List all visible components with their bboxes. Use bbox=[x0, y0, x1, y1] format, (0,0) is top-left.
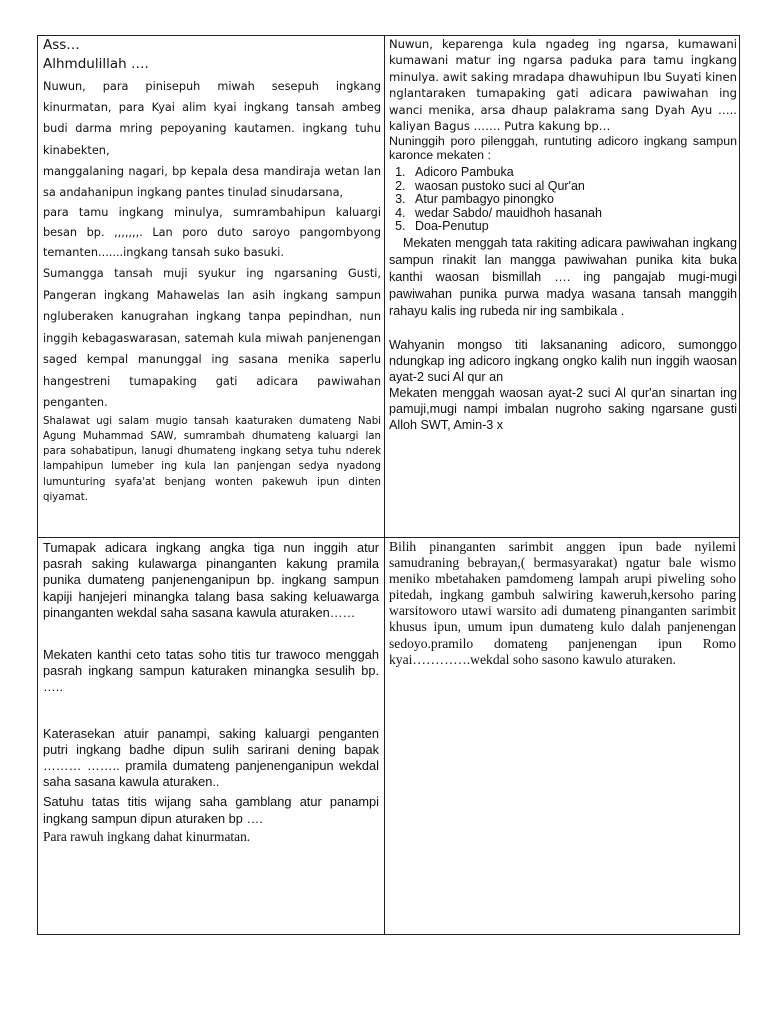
para-rawuh: Para rawuh ingkang dahat kinurmatan. bbox=[43, 828, 251, 844]
para-kepala-desa: manggalaning nagari, bp kepala desa mandiraja wetan lan sa andahanipun ingkang pantes tinulad sinudarsana, bbox=[43, 164, 381, 200]
para-tumapak: Tumapak adicara ingkang angka tiga nun inggih atur pasrah saking kulawarga pinanganten kakung pramila punika dumateng panjenenganipun bp. ingkang sampun kapiji hanjejeri minangka talang basa saking keluawarga pinanganten wekdal saha sasana kawula aturaken…… bbox=[43, 540, 379, 620]
para-tamu: para tamu ingkang minulya, sumrambahipun kaluargi besan bp. ,,,,,,,. Lan poro duto saroyo pangombyong temanten.......ingkang tansah suko basuki. bbox=[43, 206, 381, 260]
cell-program-rundown bbox=[389, 36, 737, 536]
para-intro: Nuwun, keparenga kula ngadeg ing ngarsa, kumawani kumawani matur ing ngarsa paduka para tamu ingkang minulya. awit saking mradapa dhawuhipun Ibu Suyati kinen nglantaraken tumapaking gati adicara pawiwahan ing wanci menika, arsa dhaup palakrama sang Dyah Ayu ….. kaliyan Bagus ……. Putra kakung bp… bbox=[389, 37, 737, 134]
column-divider bbox=[384, 36, 385, 934]
document-table bbox=[37, 35, 740, 935]
opening-salam: Ass… bbox=[43, 37, 80, 53]
list-item: 4. wedar Sabdo/ mauidhoh hasanah bbox=[409, 207, 737, 220]
para-mekaten: Mekaten menggah tata rakiting adicara pawiwahan ingkang sampun rinakit lan mangga pawiwahan punika kita buka kanthi waosan bismillah …. ing pangajab mugi-mugi pawiwahan punika purwa madya wasana tansah manggih rahayu kalis ing rubeda nir ing sambikala . bbox=[389, 236, 737, 319]
para-katerasekan: Katerasekan atuir panampi, saking kaluargi penganten putri ingkang badhe dipun sulih sarirani dening bapak ……… …….. pramila dumateng panjenenganipun wekdal saha sasana kawula aturaken.. bbox=[43, 725, 379, 790]
para-amin: Mekaten menggah waosan ayat-2 suci Al qur'an sinartan ing pamuji,mugi nampi imbalan nugroho saking ngarsane gusti Alloh SWT, Amin-3 x bbox=[389, 386, 737, 433]
cell-mauidhoh bbox=[389, 539, 736, 934]
para-syukur: Sumangga tansah muji syukur ing ngarsaning Gusti, Pangeran ingkang Mahawelas lan asih ingkang sampun ngluberaken kanugrahan ingkang tanpa pepindhan, nun inggih kebagaswarasan, satemah kula miwah panjenengan saged kempal manunggal ing sasana menika saperlu hangestreni tumapaking gati adicara pawiwahan penganten. bbox=[43, 267, 381, 410]
para-satuhu: Satuhu tatas titis wijang saha gamblang atur panampi ingkang sampun dipun aturaken bp …. bbox=[43, 794, 379, 826]
cell-opening-greeting bbox=[43, 36, 381, 536]
list-item: 2. waosan pustoko suci al Qur'an bbox=[409, 180, 737, 193]
cell-atur-pasrah bbox=[43, 539, 379, 934]
opening-hamdalah: Alhmdulillah …. bbox=[43, 56, 149, 72]
program-steps-list bbox=[389, 166, 737, 233]
row-divider bbox=[38, 537, 739, 538]
para-shalawat: Shalawat ugi salam mugio tansah kaaturaken dumateng Nabi Agung Muhammad SAW, sumrambah dhumateng kaluargi lan para sohabatipun, lanugi dhumateng ingkang setya tuhu nderek lampahipun lumeber ing kula lan panjengan sedya nyadong lumunturing syafa'at benjang wonten pakewuh ipun dinten qiyamat. bbox=[43, 415, 381, 503]
para-wahyanin: Wahyanin mongso titi laksananing adicoro, sumonggo ndungkap ing adicoro ingkang ongko kalih nun inggih waosan ayat-2 suci Al qur an bbox=[389, 338, 737, 385]
list-item: 5. Doa-Penutup bbox=[409, 220, 737, 233]
para-bilih: Bilih pinanganten sarimbit anggen ipun bade nyilemi samudraning bebrayan,( bermasyarakat) ngatur bale wismo meniko mbetahaken pamdomeng lampah arupi piweling soho pitedah, ingkang gambuh salwiring kaweruh,kersoho paring warsitoworo utawi warsito adi dumateng pinanganten sarimbit khusus ipun, umum ipun dumateng kulo dalah panjenengan sedoyo.pramilo domateng panjenengan ipun Romo kyai………….wekdal soho sasono kawulo aturaken. bbox=[389, 539, 736, 667]
list-item: 1. Adicoro Pambuka bbox=[409, 166, 737, 179]
para-main-greeting: Nuwun, para pinisepuh miwah sesepuh ingkang kinurmatan, para Kyai alim kyai ingkang tansah ambeg budi darma mring pepoyaning kautamen. ingkang tuhu kinabekten, bbox=[43, 80, 381, 157]
list-item: 3. Atur pambagyo pinongko bbox=[409, 193, 737, 206]
para-rundown-heading: Nuninggih poro pilenggah, runtuting adicoro ingkang sampun karonce mekaten : bbox=[389, 134, 737, 163]
para-ceto: Mekaten kanthi ceto tatas soho titis tur trawoco menggah pasrah ingkang sampun katuraken minangka sesulih bp. ….. bbox=[43, 647, 379, 695]
